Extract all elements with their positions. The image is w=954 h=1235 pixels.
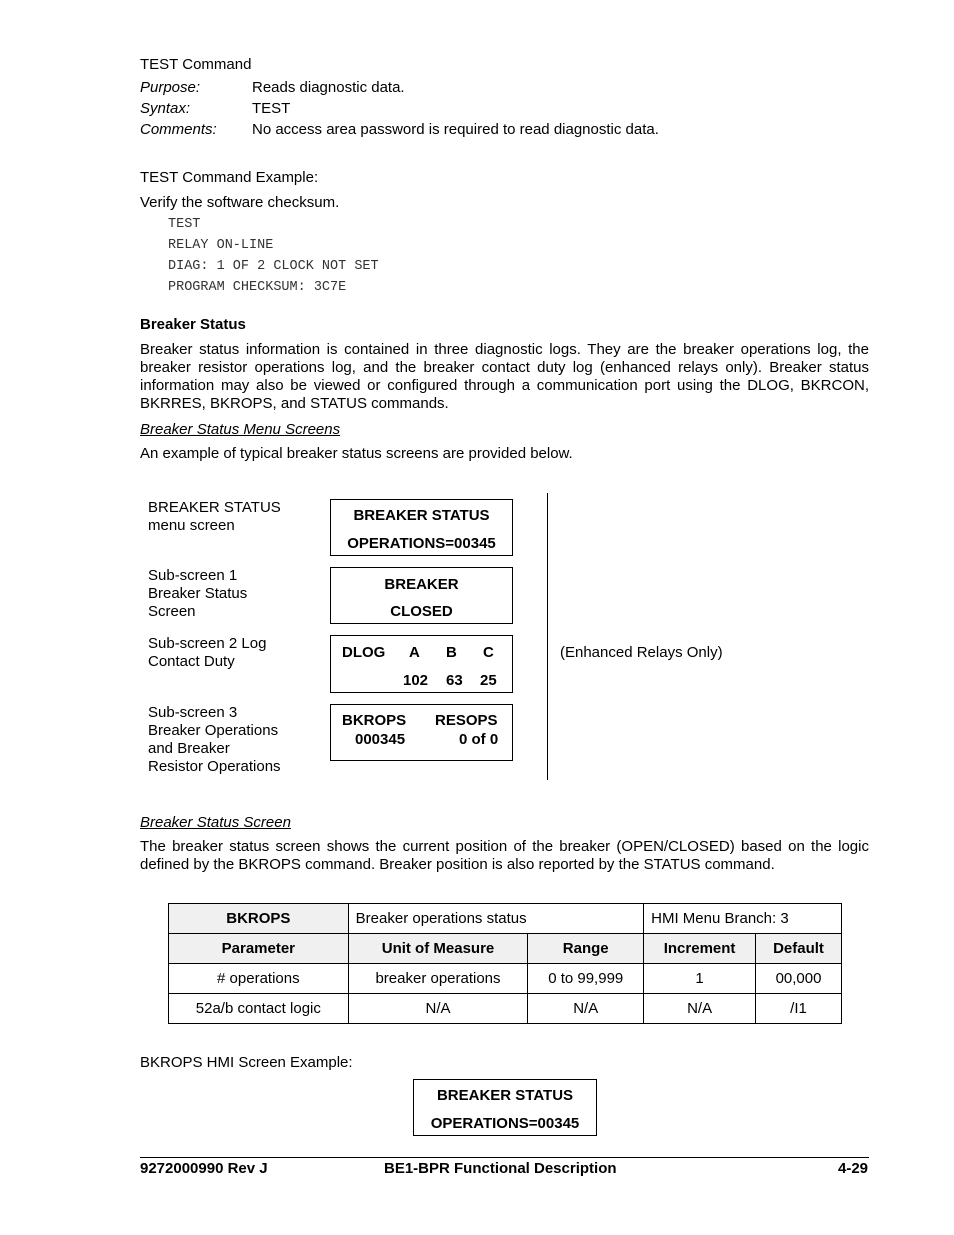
- code-line: RELAY ON-LINE: [168, 238, 274, 253]
- table-cell: 1: [644, 964, 756, 994]
- section-heading: Breaker Status: [140, 316, 246, 333]
- table-cell: N/A: [348, 994, 528, 1024]
- table-header: Unit of Measure: [348, 934, 528, 964]
- table-row: [169, 934, 842, 964]
- screen-label: [148, 704, 318, 776]
- test-command-title: TEST Command: [140, 56, 252, 73]
- code-line: PROGRAM CHECKSUM: 3C7E: [168, 280, 347, 295]
- table-cell: 00,000: [756, 964, 842, 994]
- bkrops-header: BKROPS: [342, 712, 407, 729]
- dlog-header: A: [409, 644, 420, 661]
- screen-label: [148, 567, 318, 621]
- lcd-line: CLOSED: [390, 603, 453, 620]
- label-line: Sub-screen 2 Log: [148, 635, 267, 652]
- code-line: TEST: [168, 217, 201, 232]
- resops-header: RESOPS: [435, 712, 498, 729]
- status-screen-heading: Breaker Status Screen: [140, 814, 291, 831]
- vertical-divider: [547, 493, 548, 780]
- lcd-line: BREAKER: [384, 576, 459, 593]
- comments-label: Comments:: [140, 121, 217, 138]
- menu-screens-heading: Breaker Status Menu Screens: [140, 421, 341, 438]
- syntax-label: Syntax:: [140, 100, 191, 117]
- dlog-value: 63: [446, 672, 463, 689]
- table-cell: breaker operations: [348, 964, 528, 994]
- label-line: Contact Duty: [148, 653, 235, 670]
- label-line: Screen: [148, 603, 196, 620]
- lcd-screen: [330, 567, 513, 624]
- syntax-text: TEST: [252, 100, 291, 117]
- footer-doc-number: 9272000990 Rev J: [140, 1160, 268, 1177]
- table-cell: 0 to 99,999: [528, 964, 644, 994]
- screen-label: [148, 635, 318, 671]
- table-header: Increment: [644, 934, 756, 964]
- lcd-line: BREAKER STATUS: [436, 1087, 574, 1104]
- table-header: Parameter: [169, 934, 349, 964]
- footer-page-number: 4-29: [838, 1160, 869, 1177]
- lcd-screen: [413, 1079, 597, 1136]
- example-title: TEST Command Example:: [140, 169, 319, 186]
- label-line: Breaker Operations: [148, 722, 279, 739]
- lcd-line: BREAKER STATUS: [353, 507, 490, 524]
- lcd-screen: [330, 704, 513, 761]
- label-line: Resistor Operations: [148, 758, 281, 775]
- purpose-label: Purpose:: [140, 79, 201, 96]
- enhanced-note: (Enhanced Relays Only): [560, 644, 723, 661]
- label-line: Breaker Status: [148, 585, 248, 602]
- table-cell: BKROPS: [169, 904, 349, 934]
- code-line: DIAG: 1 OF 2 CLOCK NOT SET: [168, 259, 379, 274]
- table-row: [169, 994, 842, 1024]
- label-line: and Breaker: [148, 740, 230, 757]
- menu-screens-intro: An example of typical breaker status screens are provided below.: [140, 445, 573, 462]
- purpose-text: Reads diagnostic data.: [252, 79, 405, 96]
- status-screen-paragraph: The breaker status screen shows the current position of the breaker (OPEN/CLOSED) based on the logic defined by the BKROPS command. Breaker position is also reported by the STATUS command.: [140, 838, 869, 873]
- footer-title: BE1-BPR Functional Description: [384, 1160, 617, 1177]
- table-cell: HMI Menu Branch: 3: [644, 904, 842, 934]
- footer-rule: [140, 1157, 869, 1158]
- lcd-line: OPERATIONS=00345: [430, 1115, 580, 1132]
- bkrops-settings-table: [168, 903, 842, 1024]
- table-cell: /I1: [756, 994, 842, 1024]
- dlog-value: 25: [480, 672, 497, 689]
- table-cell: N/A: [528, 994, 644, 1024]
- screen-label: [148, 499, 318, 535]
- table-row: [169, 904, 842, 934]
- dlog-header: C: [483, 644, 494, 661]
- label-line: BREAKER STATUS: [148, 499, 281, 516]
- bkrops-value: 000345: [355, 731, 406, 748]
- table-cell: Breaker operations status: [348, 904, 643, 934]
- label-line: Sub-screen 1: [148, 567, 238, 584]
- lcd-screen: [330, 499, 513, 556]
- lcd-line: OPERATIONS=00345: [347, 535, 496, 552]
- resops-value: 0 of 0: [459, 731, 499, 748]
- label-line: Sub-screen 3: [148, 704, 238, 721]
- table-cell: N/A: [644, 994, 756, 1024]
- label-line: menu screen: [148, 517, 235, 534]
- table-row: [169, 964, 842, 994]
- example-intro: Verify the software checksum.: [140, 194, 340, 211]
- lcd-screen: [330, 635, 513, 693]
- hmi-example-title: BKROPS HMI Screen Example:: [140, 1054, 353, 1071]
- table-cell: 52a/b contact logic: [169, 994, 349, 1024]
- breaker-status-paragraph: Breaker status information is contained in three diagnostic logs. They are the breaker operations log, the breaker resistor operations log, and the breaker contact duty log (enhanced relays only). Breaker status information may also be viewed or configured through a communication port using the DLOG, BKRCON, BKRRES, BKROPS, and STATUS commands.: [140, 341, 869, 412]
- comments-text: No access area password is required to read diagnostic data.: [252, 121, 659, 138]
- table-cell: # operations: [169, 964, 349, 994]
- dlog-header: B: [446, 644, 457, 661]
- table-header: Default: [756, 934, 842, 964]
- dlog-value: 102: [403, 672, 429, 689]
- dlog-header: DLOG: [342, 644, 386, 661]
- table-header: Range: [528, 934, 644, 964]
